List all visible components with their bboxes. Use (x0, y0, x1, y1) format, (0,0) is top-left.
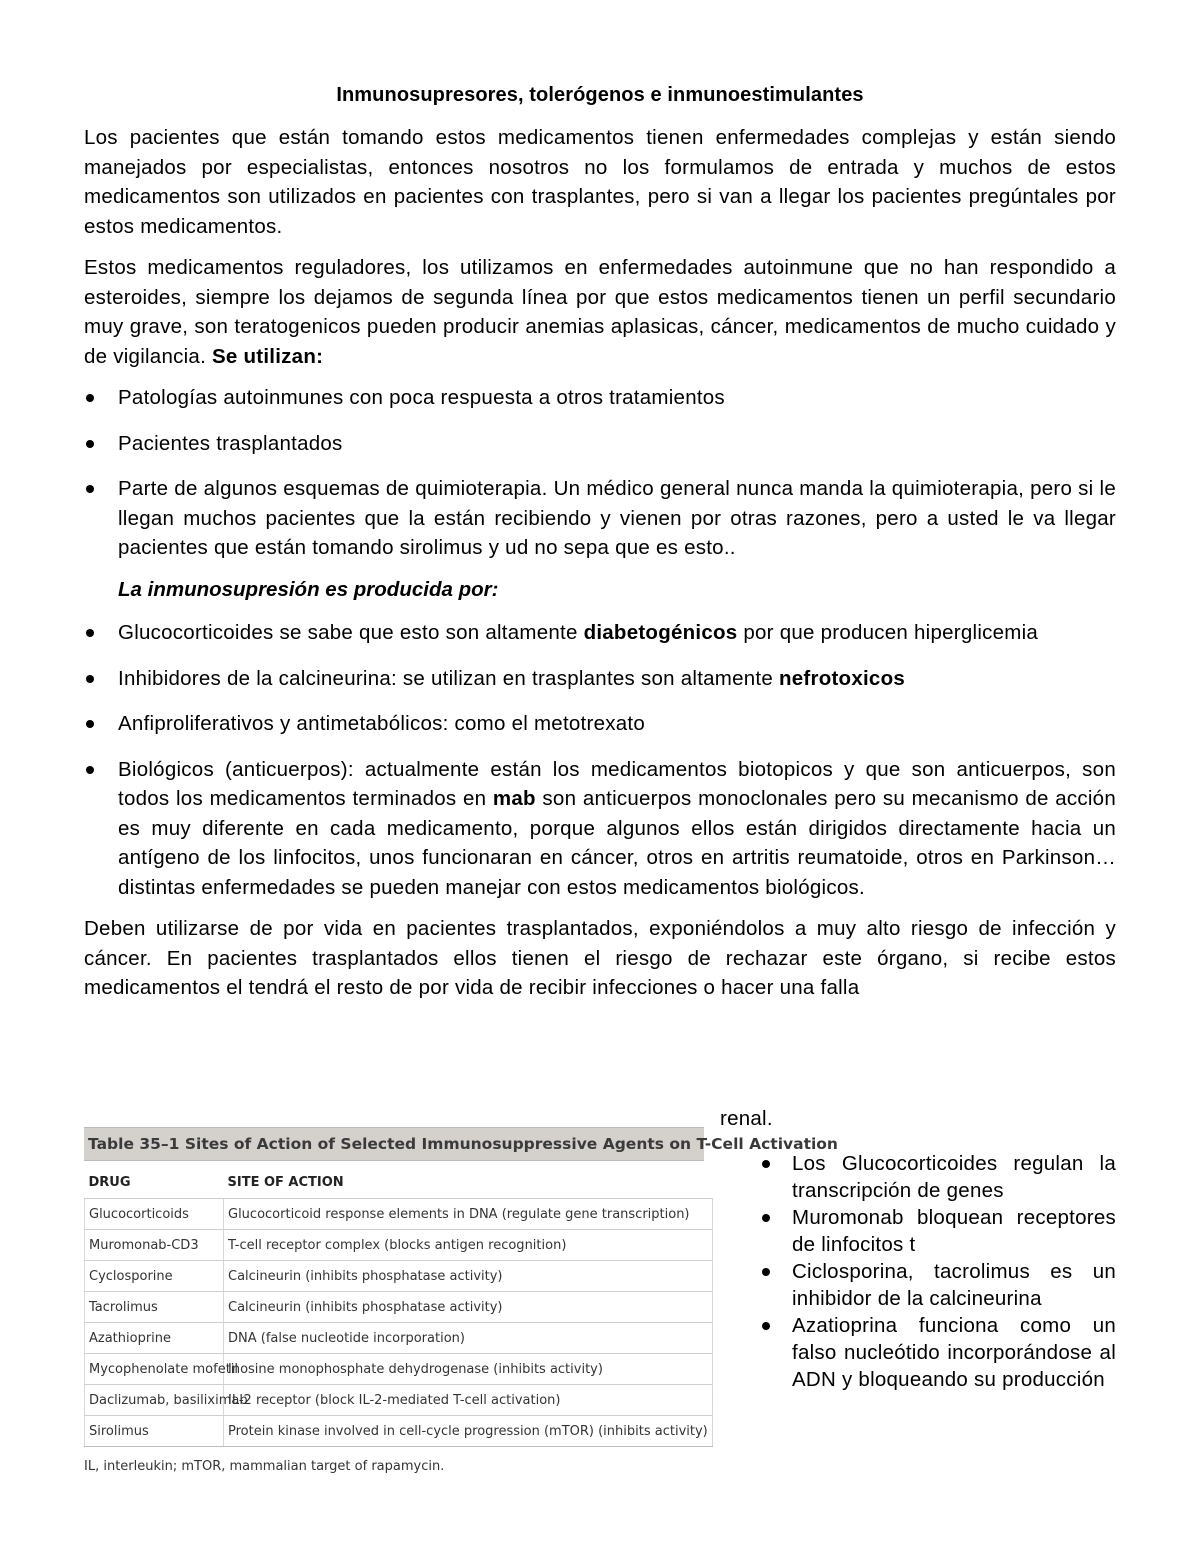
document-title: Inmunosupresores, tolerógenos e inmunoestimulantes (336, 84, 864, 106)
list-item (84, 383, 1116, 413)
drug-cell: Daclizumab, basiliximab (85, 1385, 224, 1416)
causes-list (84, 618, 1116, 902)
list-item-text: Muromonab bloquean receptores de linfocitos t (792, 1206, 1116, 1256)
bold-term: mab (492, 787, 536, 810)
list-item-text: por que producen hiperglicemia (743, 621, 1039, 644)
table-row (85, 1199, 713, 1230)
table-caption: Table 35–1 Sites of Action of Selected Immunosuppressive Agents on T-Cell Activation (84, 1127, 704, 1161)
drug-cell: Cyclosporine (85, 1261, 224, 1292)
bold-term: diabetogénicos (583, 621, 738, 644)
subheading-immunosuppression: La inmunosupresión es producida por: (118, 577, 499, 601)
list-item (84, 474, 1116, 563)
list-item (760, 1204, 1116, 1258)
bullet-icon (762, 1214, 770, 1222)
list-item (84, 709, 1116, 739)
bold-term: nefrotoxicos (778, 666, 906, 690)
column-header-drug: DRUG (85, 1167, 224, 1199)
table-row (85, 1230, 713, 1261)
uses-list (84, 383, 1116, 563)
drug-cell: Glucocorticoids (85, 1199, 224, 1230)
list-item-text: Patologías autoinmunes con poca respuesta a otros tratamientos (118, 386, 725, 409)
list-item-text: Glucocorticoides se sabe que esto son altamente (118, 621, 578, 644)
bullet-icon (86, 485, 94, 493)
site-cell: Glucocorticoid response elements in DNA (regulate gene transcription) (224, 1199, 713, 1230)
site-cell: T-cell receptor complex (blocks antigen recognition) (224, 1230, 713, 1261)
bullet-icon (86, 675, 94, 683)
paragraph-regulators (84, 253, 1116, 371)
list-item-text: Parte de algunos esquemas de quimioterapia. Un médico general nunca manda la quimioterapia, pero si le llegan muchos pacientes que la están recibiendo y vienen por otras razones, pero a usted le va llegar pacientes que están tomando sirolimus y ud no sepa que es esto.. (118, 477, 1116, 559)
bullet-icon (86, 766, 94, 774)
bullet-icon (86, 720, 94, 728)
table-footnote: IL, interleukin; mTOR, mammalian target of rapamycin. (84, 1459, 445, 1474)
list-item-text: son anticuerpos monoclonales pero su mecanismo de acción es muy diferente en cada medicamento, porque algunos ellos están dirigidos directamente hacia un antígeno de los linfocitos, unos funcionaran en cáncer, otros en artritis reumatoide, otros en Parkinson… distintas enfermedades se pueden manejar con estos medicamentos biológicos. (118, 787, 1116, 899)
table-row (85, 1354, 713, 1385)
list-item-text: Azatioprina funciona como un falso nucleótido incorporándose al ADN y bloqueando su producción (792, 1314, 1116, 1391)
list-item-text: Anfiproliferativos y antimetabólicos: como el metotrexato (118, 712, 645, 735)
drug-cell: Tacrolimus (85, 1292, 224, 1323)
site-cell: IL-2 receptor (block IL-2-mediated T-cell activation) (224, 1385, 713, 1416)
paragraph-transplant-end: renal. (720, 1107, 773, 1130)
bullet-icon (86, 440, 94, 448)
site-cell: Calcineurin (inhibits phosphatase activity) (224, 1292, 713, 1323)
list-item (760, 1258, 1116, 1312)
immunosuppressive-table-figure (84, 1127, 838, 1474)
list-item (760, 1312, 1116, 1393)
list-item-text: Ciclosporina, tacrolimus es un inhibidor de la calcineurina (792, 1260, 1116, 1310)
list-item-text: Los Glucocorticoides regulan la transcripción de genes (792, 1152, 1116, 1202)
bullet-icon (762, 1322, 770, 1330)
drug-cell: Mycophenolate mofetil (85, 1354, 224, 1385)
list-item (84, 664, 1116, 694)
site-cell: DNA (false nucleotide incorporation) (224, 1323, 713, 1354)
table-row (85, 1261, 713, 1292)
list-item-text: Biológicos (anticuerpos): actualmente están los medicamentos biotopicos y que son anticuerpos, son todos los medicamentos terminados en (118, 757, 1116, 810)
list-item-text: Inhibidores de la calcineurina: se utilizan en trasplantes son altamente (118, 666, 774, 690)
site-cell: Inosine monophosphate dehydrogenase (inhibits activity) (224, 1354, 713, 1385)
document-page (84, 84, 1116, 1003)
table-row (85, 1416, 713, 1447)
list-item (84, 429, 1116, 459)
drug-cell: Sirolimus (85, 1416, 224, 1447)
site-cell: Protein kinase involved in cell-cycle progression (mTOR) (inhibits activity) (224, 1416, 713, 1447)
drug-table (84, 1167, 713, 1447)
side-notes-list (760, 1150, 1116, 1393)
side-notes (760, 1150, 1116, 1393)
paragraph-transplant: Deben utilizarse de por vida en pacientes trasplantados, exponiéndolos a muy alto riesgo de infección y cáncer. En pacientes trasplantados ellos tienen el riesgo de rechazar este órgano, si recibe estos medicamentos el tendrá el resto de por vida de recibir infecciones o hacer una falla (84, 917, 1116, 999)
bullet-icon (762, 1268, 770, 1276)
list-item (84, 618, 1116, 648)
paragraph-intro: Los pacientes que están tomando estos medicamentos tienen enfermedades complejas y están siendo manejados por especialistas, entonces nosotros no los formulamos de entrada y muchos de estos medicamentos son utilizados en pacientes con trasplantes, pero si van a llegar los pacientes pregúntales por estos medicamentos. (84, 126, 1116, 238)
drug-cell: Muromonab-CD3 (85, 1230, 224, 1261)
bullet-icon (86, 629, 94, 637)
list-item (84, 755, 1116, 903)
table-row (85, 1292, 713, 1323)
drug-cell: Azathioprine (85, 1323, 224, 1354)
site-cell: Calcineurin (inhibits phosphatase activity) (224, 1261, 713, 1292)
table-row (85, 1323, 713, 1354)
list-item (760, 1150, 1116, 1204)
bullet-icon (762, 1160, 770, 1168)
uses-label: Se utilizan: (211, 344, 324, 368)
bullet-icon (86, 394, 94, 402)
column-header-site: SITE OF ACTION (224, 1167, 713, 1199)
list-item-text: Pacientes trasplantados (118, 431, 343, 455)
table-row (85, 1385, 713, 1416)
paragraph-regulators-text: Estos medicamentos reguladores, los utilizamos en enfermedades autoinmune que no han respondido a esteroides, siempre los dejamos de segunda línea por que estos medicamentos tienen un perfil secundario muy grave, son teratogenicos pueden producir anemias aplasicas, cáncer, medicamentos de mucho cuidado y de vigilancia. (84, 256, 1116, 368)
table-header-row (85, 1167, 713, 1199)
